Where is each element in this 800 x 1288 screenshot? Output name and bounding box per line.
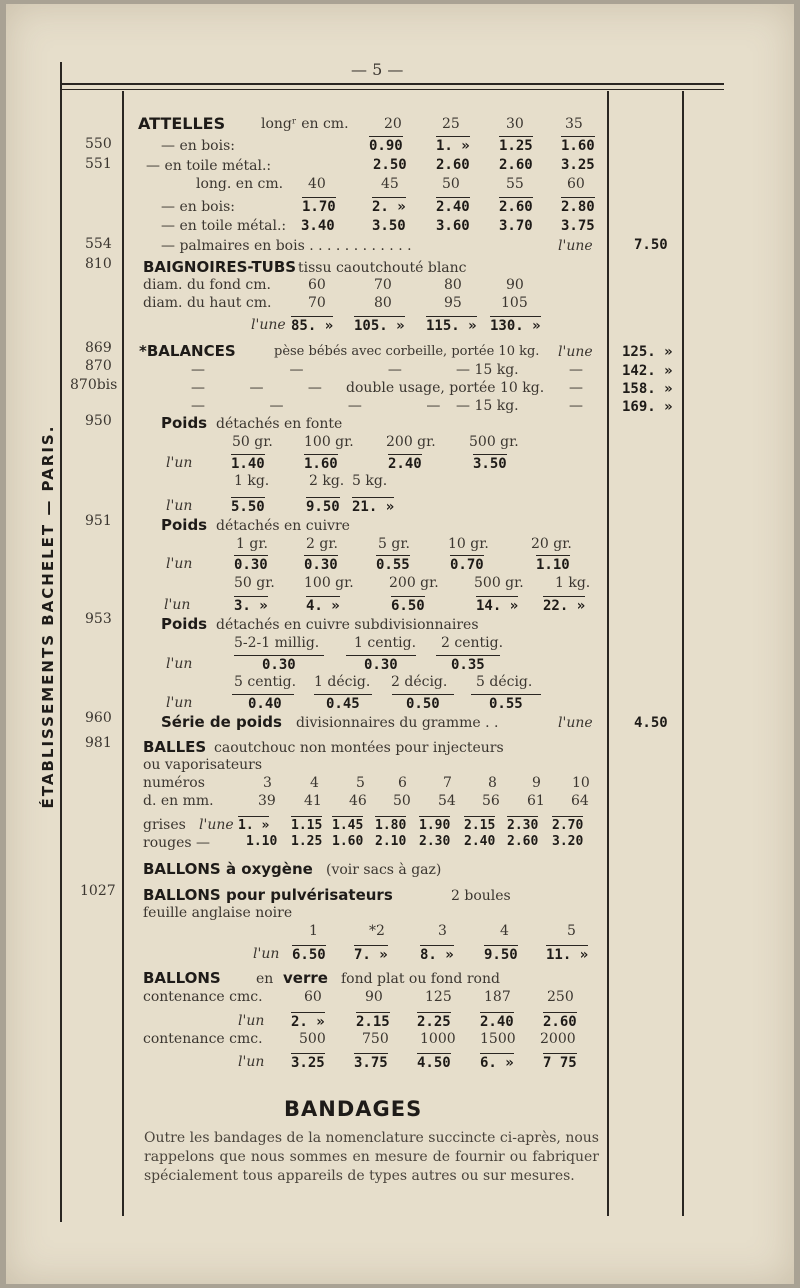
ball-diameter: 50 [393,793,411,809]
model-number: 4 [500,923,509,939]
attelles-len-header: 30 [506,116,524,132]
capacity: 750 [362,1031,389,1047]
price: 1.70 [302,199,336,215]
section-desc: détachés en cuivre subdivisionnaires [216,617,479,633]
section-title: BALLES [143,738,207,756]
unit-label: l'un [238,1013,265,1029]
attelles-label: — palmaires en bois . . . . . . . . . . . . [161,238,412,254]
weight-header: 2 gr. [306,536,338,552]
capacity: 90 [365,989,383,1005]
model-number: 1 [309,923,318,939]
price: 9.50 [484,947,518,963]
price: 4. » [306,598,340,614]
attelles-len-header: 60 [567,176,585,192]
price: 1.25 [499,138,533,154]
price: 3.75 [354,1055,388,1071]
price: 1.80 [375,818,407,833]
capacity: 250 [547,989,574,1005]
capacity: 1500 [480,1031,516,1047]
price: 0.50 [392,694,454,711]
section-title: Poids [161,516,208,534]
price: 105. » [354,318,405,334]
price: 169. » [622,399,673,415]
attelles-title: ATTELLES [138,114,226,133]
ref-number: 869 [85,340,112,356]
price: 6.50 [391,598,425,614]
ball-number: 10 [572,775,590,791]
unit-label: l'un [164,597,191,613]
unit-label: — [569,398,583,414]
ball-number: 8 [488,775,497,791]
bandages-paragraph: Outre les bandages de la nomenclature succincte ci-après, nous rappelons que nous sommes en mesure de fournir ou fabriquer spécialement tous appareils de types autres ou sur mesures. [144,1130,599,1184]
ref-number: 870bis [70,377,118,393]
ditto-mark: — — — [191,380,342,396]
section-title: BALLONS [143,969,221,987]
price: 1.40 [231,456,265,472]
dimension: 80 [374,295,392,311]
attelles-len-header: 40 [308,176,326,192]
price: 3.25 [291,1055,325,1071]
price: 2.50 [373,157,407,173]
ball-number: 3 [263,775,272,791]
price: 21. » [352,499,395,515]
weight-header: 2 centig. [441,635,504,651]
price: 0.30 [304,557,338,573]
price: 1.25 [291,834,323,849]
price: 3.70 [499,218,533,234]
bandages-heading: BANDAGES [284,1097,423,1121]
price: 2.60 [499,157,533,173]
unit-label: l'une [199,817,234,833]
unit-label: l'un [166,656,193,672]
dimension: 70 [374,277,392,293]
unit-label: l'un [166,455,193,471]
unit-label: l'une [558,715,593,731]
unit-label: l'une [558,238,593,254]
section-title: verre [283,969,328,987]
price: 2.10 [375,834,407,849]
price: 3.50 [473,456,507,472]
column-line-right [682,91,684,1216]
price: 2.15 [464,818,496,833]
price: 22. » [543,598,586,614]
weight-header: 20 gr. [531,536,572,552]
model-number: 5 [567,923,576,939]
ball-diameter: 54 [438,793,456,809]
price: 0.70 [450,557,484,573]
price: 0.90 [369,138,403,154]
ball-diameter: 64 [571,793,589,809]
attelles-len-header: 50 [442,176,460,192]
ditto-mark: — — — — [191,398,471,414]
price: 2.80 [561,199,595,215]
price: 11. » [546,947,589,963]
section-desc: 2 boules [451,888,511,904]
row-label: contenance cmc. [143,989,263,1005]
price: 1. » [238,818,270,833]
attelles-len-header: 25 [442,116,460,132]
section-title: BALLONS à oxygène [143,860,313,878]
price: 2.40 [388,456,422,472]
ditto-mark: — — — [191,362,442,378]
section-desc: caoutchouc non montées pour injecteurs [214,740,504,756]
row-label: — 15 kg. [456,398,519,414]
ref-number: 550 [85,136,112,152]
dimension: 70 [308,295,326,311]
price: 9.50 [306,499,340,515]
row-label: — 15 kg. [456,362,519,378]
section-desc: feuille anglaise noire [143,905,293,921]
dimension: 80 [444,277,462,293]
ref-number: 551 [85,156,112,172]
price: 7 75 [543,1055,577,1071]
unit-label: l'un [166,498,193,514]
section-desc: détachés en cuivre [216,518,350,534]
price: 6.50 [292,947,326,963]
price: 130. » [490,318,541,334]
attelles-label: — en toile métal.: [161,218,287,234]
top-rule [62,83,724,85]
price: 2.40 [480,1014,514,1030]
top-rule-thin [62,89,724,90]
price: 3.25 [561,157,595,173]
section-title: BAIGNOIRES-TUBS [143,258,297,276]
unit-label: — [569,362,583,378]
weight-header: 5 décig. [476,674,533,690]
price: 1.60 [304,456,338,472]
capacity: 1000 [420,1031,456,1047]
row-label: pèse bébés avec corbeille, portée 10 kg. [274,344,540,359]
attelles-label: long. en cm. [196,176,284,192]
page-number: — 5 — [351,60,404,79]
section-desc: (voir sacs à gaz) [326,862,442,878]
price: 0.45 [314,694,372,711]
price: 2.25 [417,1014,451,1030]
weight-header: 2 kg. [309,473,345,489]
price: 0.30 [234,655,324,672]
section-desc: fond plat ou fond rond [341,971,500,987]
row-label: contenance cmc. [143,1031,263,1047]
weight-header: 1 décig. [314,674,371,690]
weight-header: 50 gr. [232,434,273,450]
weight-header: 5-2-1 millig. [234,635,320,651]
price: 0.55 [471,694,541,711]
section-desc: détachés en fonte [216,416,343,432]
ref-number: 960 [85,710,112,726]
section-desc: divisionnaires du gramme . . [296,715,499,731]
ball-number: 9 [532,775,541,791]
price: 2.60 [507,834,539,849]
price: 3.60 [436,218,470,234]
ref-number: 554 [85,236,112,252]
section-title: *BALANCES [139,342,236,360]
capacity: 187 [484,989,511,1005]
section-title: Poids [161,414,208,432]
weight-header: 500 gr. [474,575,524,591]
price: 3.50 [372,218,406,234]
attelles-label: — en bois: [161,199,235,215]
price: 0.30 [234,557,268,573]
section-title: Série de poids [161,713,282,731]
ref-number: 950 [85,413,112,429]
capacity: 125 [425,989,452,1005]
ball-number: 7 [443,775,452,791]
price: 6. » [480,1055,514,1071]
ref-number: 981 [85,735,112,751]
weight-header: 100 gr. [304,575,354,591]
ball-diameter: 56 [482,793,500,809]
price: 5.50 [231,499,265,515]
weight-header: 5 gr. [378,536,410,552]
weight-header: 10 gr. [448,536,489,552]
price: 1.15 [291,818,323,833]
price: 4.50 [634,715,668,731]
price: 1.90 [419,818,451,833]
ball-diameter: 39 [258,793,276,809]
price: 14. » [476,598,519,614]
ball-diameter: 61 [527,793,545,809]
ref-number: 953 [85,611,112,627]
weight-header: 5 centig. [234,674,297,690]
price: 142. » [622,363,673,379]
ref-number: 870 [85,358,112,374]
price: 7.50 [634,237,668,253]
price: 3.75 [561,218,595,234]
price: 2.15 [356,1014,390,1030]
row-label: rouges — [143,835,211,851]
ball-number: 5 [356,775,365,791]
weight-header: 1 gr. [236,536,268,552]
unit-label: l'un [238,1054,265,1070]
price: 115. » [426,318,477,334]
attelles-len-header: 45 [381,176,399,192]
price: 0.55 [376,557,410,573]
column-line-ref [122,91,124,1216]
attelles-len-header: 35 [565,116,583,132]
price: 85. » [291,318,334,334]
weight-header: 500 gr. [469,434,519,450]
price: 158. » [622,381,673,397]
dimension: 95 [444,295,462,311]
row-label: diam. du fond cm. [143,277,271,293]
price: 2.40 [464,834,496,849]
unit-label: l'une [251,317,286,333]
section-desc: tissu caoutchouté blanc [298,260,467,276]
price: 2. » [291,1014,325,1030]
ball-number: 4 [310,775,319,791]
price: 3.40 [301,218,335,234]
price: 3.20 [552,834,584,849]
dimension: 60 [308,277,326,293]
dimension: 105 [501,295,528,311]
price: 2.30 [507,818,539,833]
price: 1.45 [332,818,364,833]
section-title: BALLONS pour pulvérisateurs [143,886,393,904]
unit-label: l'une [558,344,593,360]
weight-header: 1 kg. [555,575,591,591]
price: 1.60 [332,834,364,849]
unit-label: l'un [166,556,193,572]
price: 1.10 [536,557,570,573]
ball-diameter: 46 [349,793,367,809]
ref-number: 810 [85,256,112,272]
price: 7. » [354,947,388,963]
price: 2.70 [552,818,584,833]
price: 0.35 [436,655,500,672]
row-label: grises [143,817,186,833]
price: 2.30 [419,834,451,849]
price: 2. » [372,199,406,215]
row-label: numéros [143,775,205,791]
weight-header: 5 kg. [352,473,388,489]
price: 1.60 [561,138,595,154]
weight-header: 200 gr. [389,575,439,591]
section-desc: ou vaporisateurs [143,757,263,773]
weight-header: 200 gr. [386,434,436,450]
weight-header: 50 gr. [234,575,275,591]
price: 1. » [436,138,470,154]
dimension: 90 [506,277,524,293]
ref-number: 951 [85,513,112,529]
weight-header: 2 décig. [391,674,448,690]
ball-number: 6 [398,775,407,791]
price: 2.60 [543,1014,577,1030]
price: 2.60 [499,199,533,215]
attelles-len-header: 20 [384,116,402,132]
unit-label: l'un [166,695,193,711]
attelles-label: — en toile métal.: [146,158,272,174]
ball-diameter: 41 [304,793,322,809]
model-number: 3 [438,923,447,939]
price: 8. » [420,947,454,963]
price: 0.30 [346,655,416,672]
price: 2.40 [436,199,470,215]
price: 2.60 [436,157,470,173]
ref-number: 1027 [80,883,116,899]
catalog-page [6,4,794,1284]
attelles-length-label: longʳ en cm. [261,116,349,132]
row-label: diam. du haut cm. [143,295,272,311]
price: 1.10 [246,834,278,849]
column-line-price [607,91,609,1216]
row-label: d. en mm. [143,793,214,809]
model-number: *2 [369,923,385,939]
section-title: Poids [161,615,208,633]
price: 125. » [622,344,673,360]
attelles-len-header: 55 [506,176,524,192]
attelles-label: — en bois: [161,138,235,154]
side-caption: ÉTABLISSEMENTS BACHELET — PARIS. [39,424,57,809]
capacity: 60 [304,989,322,1005]
unit-label: — [569,380,583,396]
row-label: double usage, portée 10 kg. [346,380,545,396]
weight-header: 1 centig. [354,635,417,651]
price: 0.40 [232,694,294,711]
capacity: 2000 [540,1031,576,1047]
weight-header: 100 gr. [304,434,354,450]
price: 4.50 [417,1055,451,1071]
capacity: 500 [299,1031,326,1047]
price: 3. » [234,598,268,614]
unit-label: l'un [253,946,280,962]
weight-header: 1 kg. [234,473,270,489]
section-desc: en [256,971,274,987]
